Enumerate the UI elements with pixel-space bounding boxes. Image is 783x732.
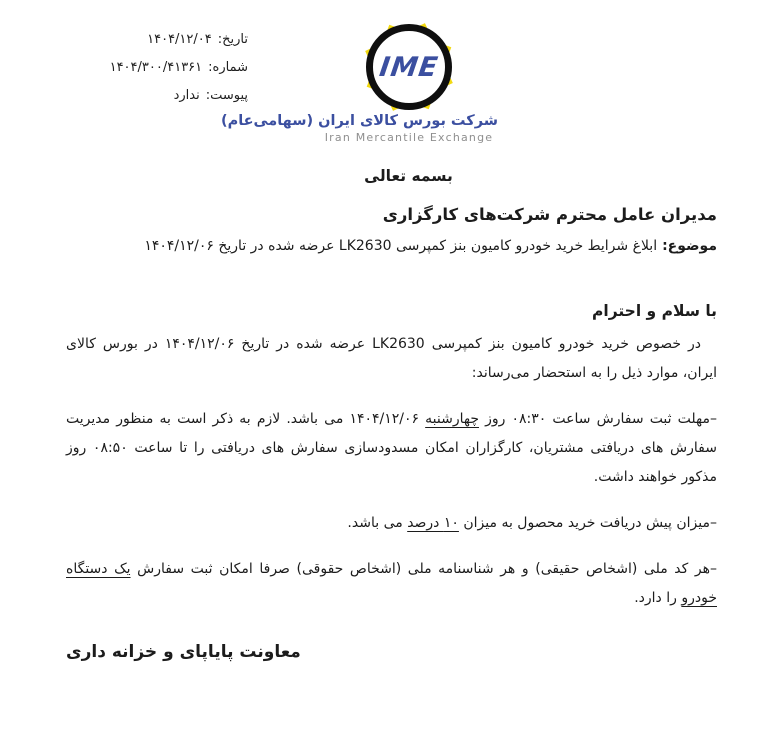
date-value: ۱۴۰۴/۱۲/۰۴ (147, 32, 212, 47)
bullet-text: ۱۴۰۴/۱۲/۰۶ می باشد. لازم به ذکر است به منظور مدیریت سفارش های دریافتی مشتریان، کارگزاران امکان مسدودسازی سفارش های دریافتی را تا ساعت ۰۸:۵۰ روز مذکور خواهند داشت. (66, 411, 717, 485)
bullet-text: را دارد. (634, 590, 682, 606)
bullet-prepayment (66, 509, 717, 538)
letterhead-number-row (62, 54, 248, 82)
intro-paragraph: در خصوص خرید خودرو کامیون بنز کمپرسی LK2630 عرضه شده در تاریخ ۱۴۰۴/۱۲/۰۶ در بورس کالای ایران، موارد ذیل را به استحضار می‌رساند: (66, 336, 717, 381)
bullet-underlined-text: ۱۰ درصد (407, 515, 459, 531)
bullet-text: –میزان پیش دریافت خرید محصول به میزان (458, 515, 717, 531)
subject-label: موضوع: (662, 238, 717, 254)
salutation-line: با سلام و احترام (592, 302, 717, 320)
bullet-underlined-text: یک دستگاه خودرو (66, 561, 717, 606)
company-name-en: Iran Mercantile Exchange (324, 131, 494, 144)
letterhead-date-row (62, 26, 248, 54)
bullet-text: می باشد. (347, 515, 408, 531)
attachment-value: ندارد (173, 88, 200, 103)
company-name-fa: شرکت بورس کالای ایران (سهامی‌عام) (220, 113, 498, 129)
bullet-text: –مهلت ثبت سفارش ساعت ۰۸:۳۰ روز (478, 411, 718, 427)
subject-line (66, 233, 717, 259)
date-label: تاریخ: (217, 32, 248, 47)
number-value: ۱۴۰۴/۳۰۰/۴۱۳۶۱ (109, 60, 203, 75)
subject-text: ابلاغ شرایط خرید خودرو کامیون بنز کمپرسی LK2630 عرضه شده در تاریخ ۱۴۰۴/۱۲/۰۶ (144, 238, 658, 254)
bullet-underlined-text: چهارشنبه (425, 411, 479, 427)
number-label: شماره: (208, 60, 248, 75)
bullet-text: –هر کد ملی (اشخاص حقیقی) و هر شناسنامه ملی (اشخاص حقوقی) صرفا امکان ثبت سفارش (130, 561, 717, 577)
ime-logo-icon (366, 24, 452, 110)
letter-body (66, 203, 717, 613)
signature-line: معاونت پایاپای و خزانه داری (66, 642, 301, 662)
letterhead-fields (62, 26, 248, 110)
recipient-line: مدیران عامل محترم شرکت‌های کارگزاری (382, 205, 717, 224)
bullet-one-vehicle-limit (66, 555, 717, 613)
attachment-label: پیوست: (205, 88, 248, 103)
besmeleh-heading: بسمه تعالی (364, 167, 453, 185)
logo-monogram: IME (377, 51, 441, 83)
bullet-order-deadline (66, 405, 717, 492)
letterhead-attachment-row (62, 82, 248, 110)
